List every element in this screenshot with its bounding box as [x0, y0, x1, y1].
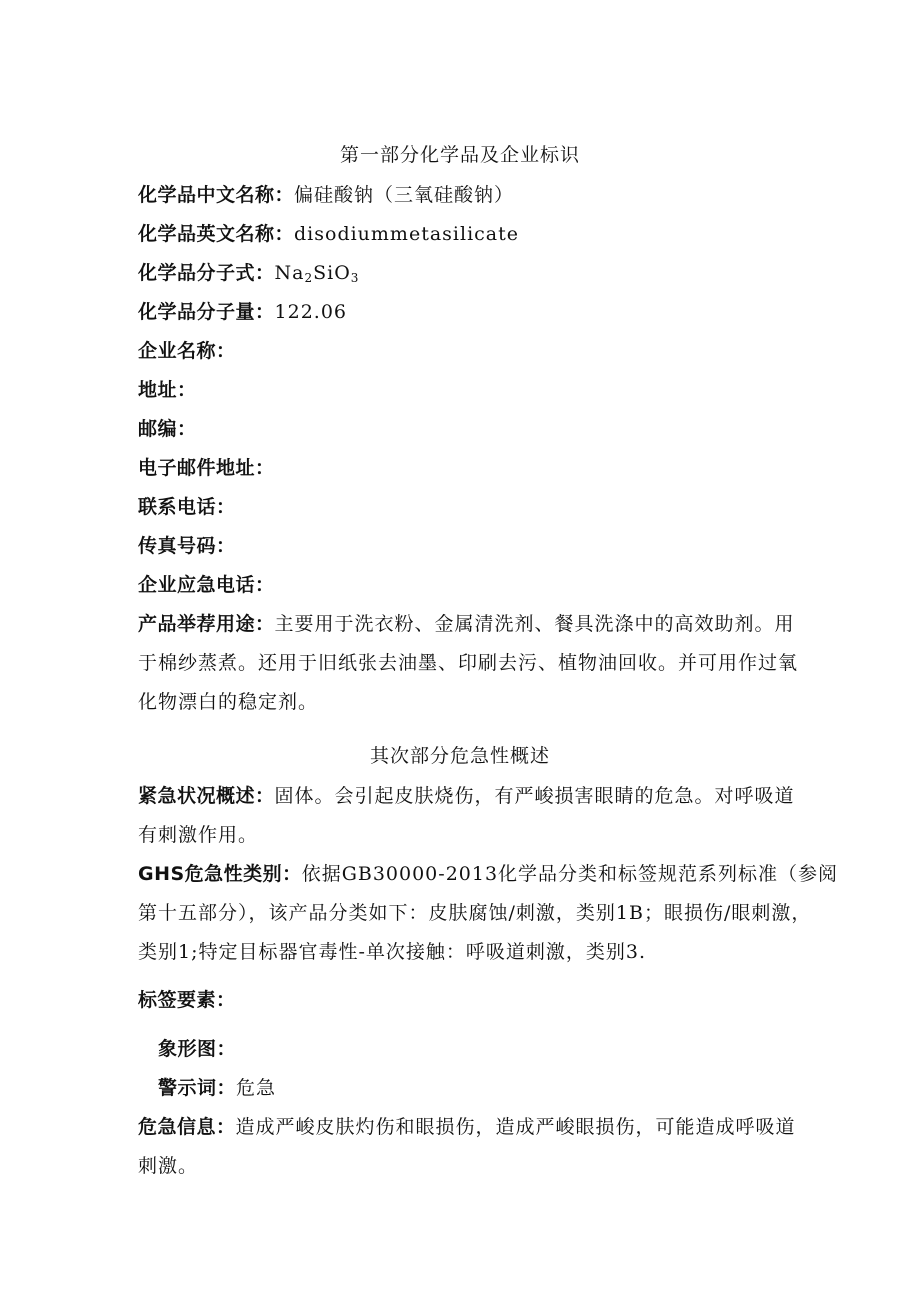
formula-part-2: SiO	[313, 262, 351, 284]
formula-part-1: Na	[274, 262, 305, 284]
usage-line-3: 化物漂白的稳定剂。	[138, 691, 319, 713]
overview-line-1	[138, 781, 795, 808]
cn-name-row	[138, 180, 514, 207]
ghs-line-2: 第十五部分），该产品分类如下：皮肤腐蚀/刺激，类别1B；眼损伤/眼刺激，	[138, 902, 812, 924]
address-label: 地址：	[138, 379, 197, 401]
postcode-label: 邮编：	[138, 418, 197, 440]
section-2-heading: 其次部分危急性概述	[369, 745, 550, 767]
overview-text-1: 固体。会引起皮肤烧伤，有严峻损害眼睛的危急。对呼吸道	[274, 785, 795, 807]
label-elements-row	[138, 985, 236, 1012]
email-row	[138, 453, 275, 480]
mol-weight-row	[138, 297, 347, 324]
cn-name-value: 偏硅酸钠（三氧硅酸钠）	[294, 184, 515, 206]
fax-row	[138, 531, 236, 558]
overview-label: 紧急状况概述：	[138, 785, 275, 807]
mol-weight-label: 化学品分子量：	[138, 301, 275, 323]
company-row	[138, 336, 236, 363]
formula-sub-2: 3	[350, 271, 360, 285]
signal-word-label: 警示词：	[158, 1077, 237, 1099]
usage-label: 产品举荐用途：	[138, 613, 275, 635]
formula-row	[138, 258, 359, 285]
hazard-info-text-1: 造成严峻皮肤灼伤和眼损伤，造成严峻眼损伤，可能造成呼吸道	[235, 1116, 796, 1138]
pictogram-row	[158, 1034, 236, 1061]
label-elements-label: 标签要素：	[138, 989, 236, 1011]
company-label: 企业名称：	[138, 340, 236, 362]
hazard-info-line-1	[138, 1112, 796, 1139]
phone-row	[138, 492, 236, 519]
en-name-row	[138, 219, 519, 246]
emergency-phone-row	[138, 570, 275, 597]
formula-label: 化学品分子式：	[138, 262, 275, 284]
usage-line-2: 于棉纱蒸煮。还用于旧纸张去油墨、印刷去污、植物油回收。并可用作过氧	[138, 652, 799, 674]
ghs-line-1	[138, 859, 838, 886]
pictogram-label: 象形图：	[158, 1038, 237, 1060]
formula-sub-1: 2	[304, 271, 314, 285]
en-name-value: disodiummetasilicate	[294, 223, 519, 245]
postcode-row	[138, 414, 197, 441]
usage-line-1	[138, 609, 795, 636]
cn-name-label: 化学品中文名称：	[138, 184, 295, 206]
ghs-text-1: 依据GB30000-2013化学品分类和标签规范系列标准（参阅	[301, 863, 839, 885]
hazard-info-label: 危急信息：	[138, 1116, 236, 1138]
email-label: 电子邮件地址：	[138, 457, 275, 479]
ghs-line-3: 类别1;特定目标器官毒性-单次接触：呼吸道刺激，类别3.	[138, 941, 647, 963]
usage-text-1: 主要用于洗衣粉、金属清洗剂、餐具洗涤中的高效助剂。用	[274, 613, 795, 635]
signal-word-value: 危急	[236, 1077, 277, 1099]
overview-line-2: 有刺激作用。	[138, 824, 259, 846]
emergency-phone-label: 企业应急电话：	[138, 574, 275, 596]
signal-word-row	[158, 1073, 276, 1100]
fax-label: 传真号码：	[138, 535, 236, 557]
ghs-label: GHS危急性类别：	[138, 863, 302, 885]
phone-label: 联系电话：	[138, 496, 236, 518]
mol-weight-value: 122.06	[274, 301, 347, 323]
en-name-label: 化学品英文名称：	[138, 223, 295, 245]
address-row	[138, 375, 197, 402]
section-1-heading: 第一部分化学品及企业标识	[339, 144, 580, 166]
hazard-info-line-2: 刺激。	[138, 1155, 199, 1177]
